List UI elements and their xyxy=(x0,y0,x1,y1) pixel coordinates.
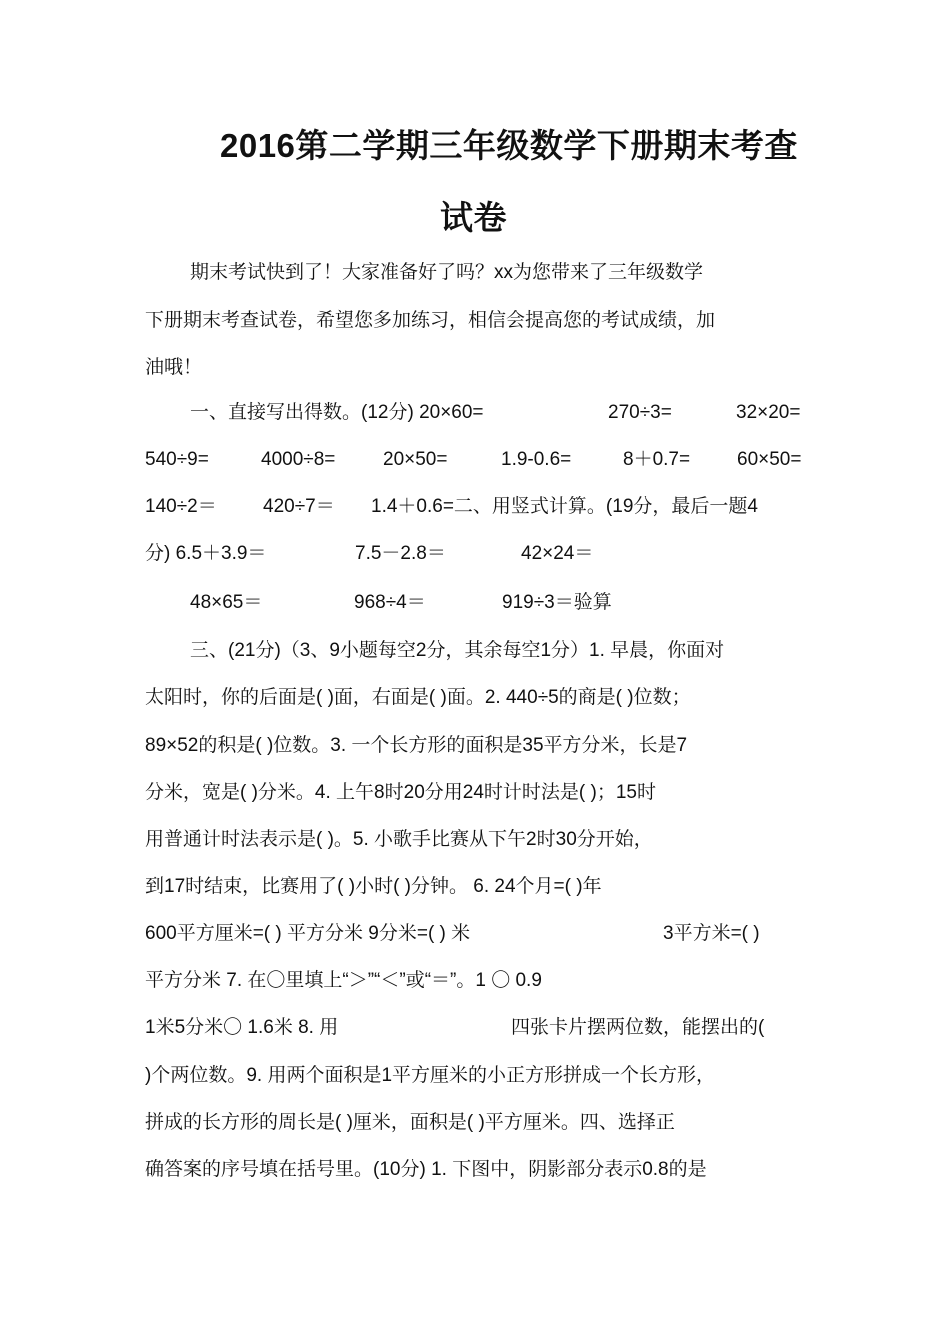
arithmetic-item: 60×50= xyxy=(737,449,802,470)
section-3-line-8: 平方分米 7. 在〇里填上“＞”“＜”或“＝”。1 〇 0.9 xyxy=(145,970,542,991)
section-3-line-1: 三、(21分)（3、9小题每空2分，其余每空1分）1. 早晨，你面对 xyxy=(190,640,725,661)
arithmetic-item: 968÷4＝ xyxy=(354,592,426,613)
intro-line-1: 期末考试快到了！大家准备好了吗？xx为您带来了三年级数学 xyxy=(190,262,704,283)
intro-line-2: 下册期末考查试卷，希望您多加练习，相信会提高您的考试成绩，加 xyxy=(145,310,716,331)
section-3-line-10: )个两位数。9. 用两个面积是1平方厘米的小正方形拼成一个长方形， xyxy=(145,1065,716,1086)
document-title-line-1: 2016第二学期三年级数学下册期末考查 xyxy=(220,127,798,164)
arithmetic-item: 7.5－2.8＝ xyxy=(355,543,446,564)
question-text: 3平方米=( ) xyxy=(663,923,760,944)
section-3-line-3: 89×52的积是( )位数。3. 一个长方形的面积是35平方分米，长是7 xyxy=(145,735,688,756)
intro-line-3: 油哦！ xyxy=(145,357,203,378)
section-3-line-9 xyxy=(145,1015,815,1041)
section-3-line-5: 用普通计时法表示是( )。5. 小歌手比赛从下午2时30分开始， xyxy=(145,829,653,850)
arithmetic-item: 1.9-0.6= xyxy=(501,449,572,470)
arithmetic-item: 540÷9= xyxy=(145,449,209,470)
section-4-line-1: 确答案的序号填在括号里。(10分) 1. 下图中，阴影部分表示0.8的是 xyxy=(145,1159,707,1180)
question-text: 1.4＋0.6=二、用竖式计算。(19分，最后一题4 xyxy=(371,496,758,517)
question-text: 600平方厘米=( ) 平方分米 9分米=( ) 米 xyxy=(145,923,471,944)
document-title-line-2: 试卷 xyxy=(440,199,507,236)
arithmetic-item: 8＋0.7= xyxy=(623,449,691,470)
question-text: 一、直接写出得数。(12分) 20×60= xyxy=(190,402,484,423)
section-3-line-11: 拼成的长方形的周长是( )厘米，面积是( )平方厘米。四、选择正 xyxy=(145,1112,675,1133)
arithmetic-item: 20×50= xyxy=(383,449,448,470)
arithmetic-item: 420÷7＝ xyxy=(263,496,335,517)
section-1-line-2 xyxy=(145,447,815,473)
section-3-line-7 xyxy=(145,921,815,947)
section-1-line-1 xyxy=(190,400,810,426)
arithmetic-item: 140÷2＝ xyxy=(145,496,217,517)
section-3-line-2: 太阳时，你的后面是( )面，右面是( )面。2. 440÷5的商是( )位数； xyxy=(145,687,691,708)
arithmetic-item: 48×65＝ xyxy=(190,592,263,613)
arithmetic-item: 分) 6.5＋3.9＝ xyxy=(145,543,267,564)
section-2-line-2 xyxy=(190,590,810,616)
section-3-line-6: 到17时结束，比赛用了( )小时( )分钟。 6. 24个月=( )年 xyxy=(145,876,602,897)
arithmetic-item: 42×24＝ xyxy=(521,543,594,564)
question-text: 四张卡片摆两位数，能摆出的( xyxy=(511,1017,765,1038)
section-2-line-1 xyxy=(145,541,815,567)
arithmetic-item: 4000÷8= xyxy=(261,449,336,470)
question-text: 1米5分米〇 1.6米 8. 用 xyxy=(145,1017,339,1038)
section-3-line-4: 分米，宽是( )分米。4. 上午8时20分用24时计时法是( )；15时 xyxy=(145,782,656,803)
arithmetic-item: 32×20= xyxy=(736,402,801,423)
arithmetic-item: 919÷3＝验算 xyxy=(502,592,612,613)
section-1-line-3 xyxy=(145,494,815,520)
arithmetic-item: 270÷3= xyxy=(608,402,672,423)
